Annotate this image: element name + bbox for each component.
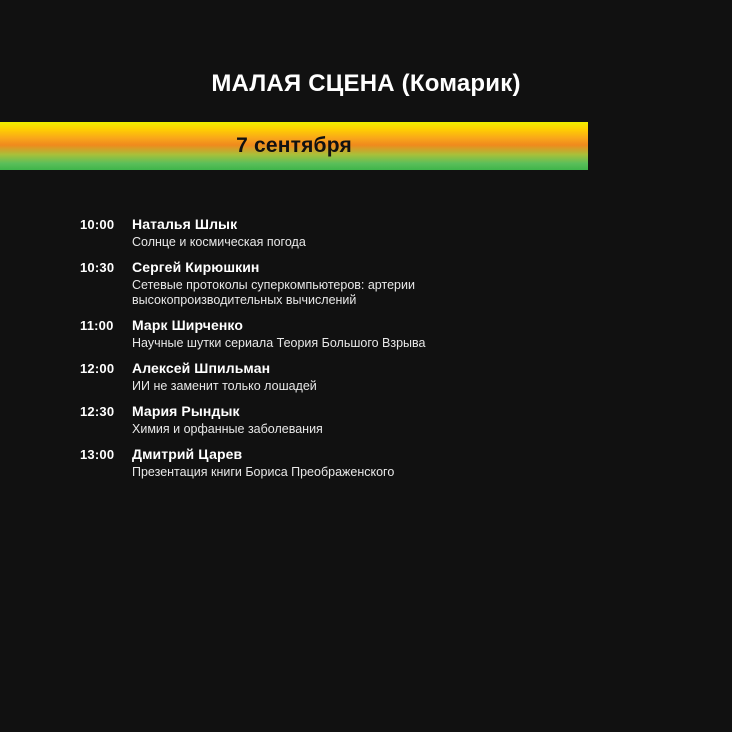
item-topic: Сетевые протоколы суперкомпьютеров: артерии высокопроизводительных вычислений [132,278,415,307]
date-banner [0,122,588,170]
page-title: МАЛАЯ СЦЕНА (Комарик) [211,70,521,97]
item-topic: ИИ не заменит только лошадей [132,379,317,393]
list-item [80,317,680,351]
item-speaker: Сергей Кирюшкин [132,259,260,275]
list-item-header [80,403,680,419]
list-item-header [80,259,680,275]
list-item-header [80,360,680,376]
item-topic: Научные шутки сериала Теория Большого Взрыва [132,336,426,350]
item-time: 10:30 [80,260,115,275]
item-topic: Презентация книги Бориса Преображенского [132,465,395,479]
item-time: 10:00 [80,217,115,232]
item-speaker: Марк Ширченко [132,317,243,333]
date-label: 7 сентября [236,134,352,157]
list-item-header [80,446,680,462]
item-time: 13:00 [80,447,115,462]
item-time: 11:00 [80,318,114,333]
list-item [80,360,680,394]
list-item [80,259,680,308]
item-time: 12:30 [80,404,115,419]
item-speaker: Алексей Шпильман [132,360,271,376]
item-time: 12:00 [80,361,115,376]
schedule-list [80,216,680,489]
list-item-header [80,317,680,333]
item-topic: Солнце и космическая погода [132,235,306,249]
item-topic: Химия и орфанные заболевания [132,422,323,436]
item-speaker: Мария Рындык [132,403,240,419]
list-item-header [80,216,680,232]
list-item [80,403,680,437]
list-item [80,446,680,480]
list-item [80,216,680,250]
item-speaker: Наталья Шлык [132,216,238,232]
item-speaker: Дмитрий Царев [132,446,243,462]
